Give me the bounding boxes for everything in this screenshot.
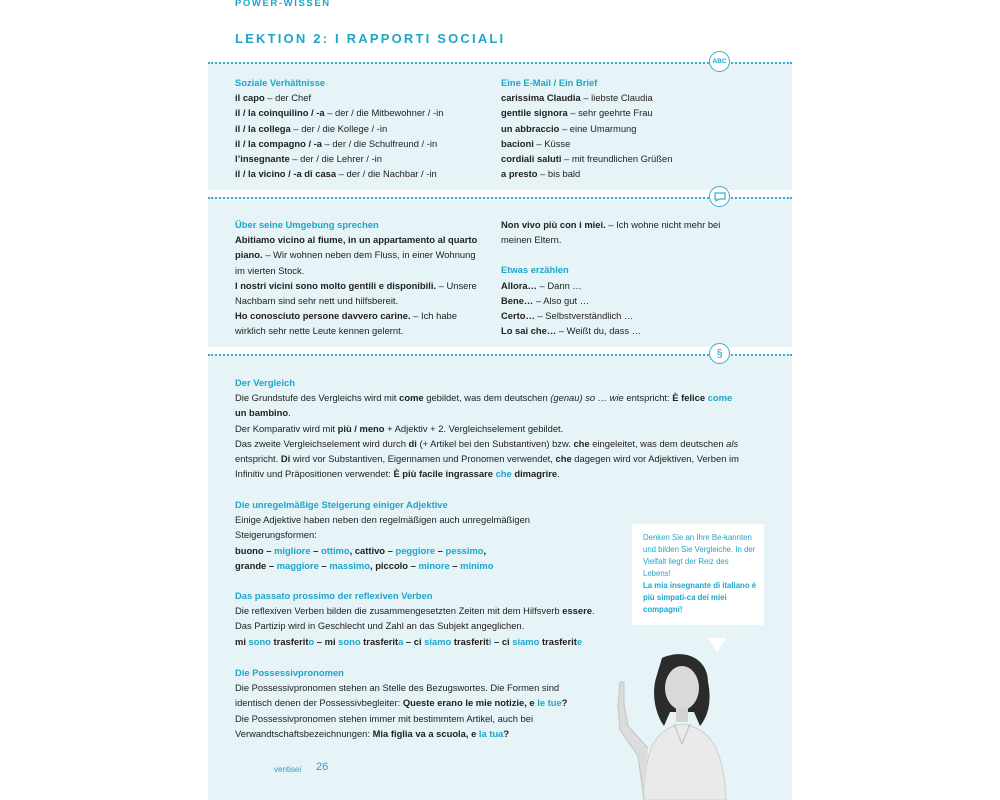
bubble-example: La mia insegnante di italiano è più simpati-ca dei miei compagni!: [643, 581, 757, 614]
phrase-item: Non vivo più con i miei. – Ich wohne nicht mehr bei meinen Eltern.: [501, 219, 721, 246]
vocab-item: un abbraccio – eine Umarmung: [501, 122, 637, 134]
top-label: POWER-WISSEN: [235, 0, 331, 9]
vocabulary-box: [208, 58, 792, 190]
comparison-section: [235, 375, 745, 481]
section-heading: Etwas erzählen: [501, 264, 569, 276]
bubble-text: Denken Sie an Ihre Be-kannten und bilden Sie Vergleiche. In der Vielfalt liegt der Reiz des Lebens!: [643, 533, 756, 578]
paragraph: Einige Adjektive haben neben den regelmäßigen auch unregelmäßigen Steigerungsformen:: [235, 514, 530, 541]
possessive-section: [235, 665, 595, 741]
page: [208, 0, 792, 800]
narrating-column: [501, 217, 741, 338]
social-relations-column: [235, 75, 490, 181]
lesson-title: LEKTION 2: I RAPPORTI SOCIALI: [235, 31, 506, 46]
paragraph: Die reflexiven Verben bilden die zusammengesetzten Zeiten mit dem Hilfsverb essere.: [235, 605, 595, 617]
section-heading: Der Vergleich: [235, 377, 295, 388]
section-heading: Das passato prossimo der reflexiven Verben: [235, 590, 433, 601]
vocab-item: a presto – bis bald: [501, 168, 581, 180]
speech-bubble-tail: [708, 638, 726, 652]
vocab-item: I nostri vicini sono molto gentili e disponibili. – Unsere Nachbarn sind sehr nett und hilfsbereit.: [235, 279, 477, 307]
page-number-word: ventisei: [274, 765, 302, 774]
paragraph: Die Possessivpronomen stehen an Stelle des Bezugswortes. Die Formen sind identisch denen der Possessivbegleiter: Queste erano le mie notizie, e le tue?: [235, 682, 568, 709]
section-heading: Die Possessivpronomen: [235, 667, 344, 678]
surroundings-column: [235, 217, 483, 339]
vocab-item: bacioni – Küsse: [501, 137, 571, 149]
page-number: 26: [316, 761, 329, 773]
paragraph: Der Komparativ wird mit più / meno + Adjektiv + 2. Vergleichselement gebildet.: [235, 422, 564, 434]
vocab-item: Certo… – Selbstverständlich …: [501, 310, 634, 322]
vocab-item: Ho conosciuto persone davvero carine. – Ich habe wirklich sehr nette Leute kennen gelernt.: [235, 310, 457, 337]
section-heading: Eine E-Mail / Ein Brief: [501, 77, 598, 88]
section-heading: Die unregelmäßige Steigerung einiger Adjektive: [235, 499, 448, 510]
dotted-divider: [208, 62, 792, 64]
abc-icon: ABC: [709, 51, 730, 72]
vocab-item: il capo – der Chef: [235, 92, 312, 104]
section-heading: Über seine Umgebung sprechen: [235, 219, 379, 230]
dotted-divider: [208, 197, 792, 199]
speech-bubble-icon: [709, 186, 730, 207]
paragraph-icon: §: [709, 343, 730, 364]
email-letter-column: [501, 75, 756, 181]
paragraph: Das zweite Vergleichselement wird durch di (+ Artikel bei den Substantiven) bzw. che eingeleitet, was dem deutschen als entspricht. Di wird vor Substantiven, Eigennamen und Pronomen verwendet, che dagegen wird vor Adjektiven, Verben im Infinitiv und Präpositionen verwendet: È più facile ingrassare che dimagrire.: [235, 437, 739, 480]
vocab-item: Abitiamo vicino al fiume, in un appartamento al quarto piano. – Wir wohnen neben dem Fluss, in einer Wohnung im vierten Stock.: [235, 234, 478, 276]
vocab-item: gentile signora – sehr geehrte Frau: [501, 107, 653, 119]
vocab-item: il / la compagno / -a – der / die Schulfreund / -in: [235, 137, 438, 149]
example-line: grande – maggiore – massimo, piccolo – minore – minimo: [235, 559, 494, 571]
passato-section: [235, 588, 635, 649]
speech-bubble: [632, 524, 764, 625]
phrases-box: [208, 197, 792, 347]
dotted-divider: [208, 354, 792, 356]
woman-illustration: [604, 652, 754, 800]
vocab-item: Lo sai che… – Weißt du, dass …: [501, 325, 641, 337]
paragraph: Die Possessivpronomen stehen immer mit bestimmtem Artikel, auch bei Verwandtschaftsbezeichnungen: Mia figlia va a scuola, e la tua?: [235, 712, 534, 739]
vocab-item: Allora… – Dann …: [501, 279, 582, 291]
irregular-comparison-section: [235, 497, 565, 573]
vocab-item: Bene… – Also gut …: [501, 294, 590, 306]
vocab-item: il / la collega – der / die Kollege / -in: [235, 122, 388, 134]
vocab-item: il / la coinquilino / -a – der / die Mitbewohner / -in: [235, 107, 444, 119]
vocab-item: cordiali saluti – mit freundlichen Grüßen: [501, 153, 673, 165]
section-heading: Soziale Verhältnisse: [235, 77, 326, 88]
vocab-item: carissima Claudia – liebste Claudia: [501, 92, 653, 104]
paragraph: Das Partizip wird in Geschlecht und Zahl an das Subjekt angeglichen.: [235, 620, 525, 632]
vocab-item: l’insegnante – der / die Lehrer / -in: [235, 153, 382, 165]
vocab-item: il / la vicino / -a di casa – der / die Nachbar / -in: [235, 168, 437, 180]
example-line: mi sono trasferito – mi sono trasferita – ci siamo trasferiti – ci siamo trasferite: [235, 635, 583, 647]
example-line: buono – migliore – ottimo, cattivo – peggiore – pessimo,: [235, 544, 487, 556]
paragraph: Die Grundstufe des Vergleichs wird mit come gebildet, was dem deutschen (genau) so … wie entspricht: È felice come un bambino.: [235, 392, 733, 419]
